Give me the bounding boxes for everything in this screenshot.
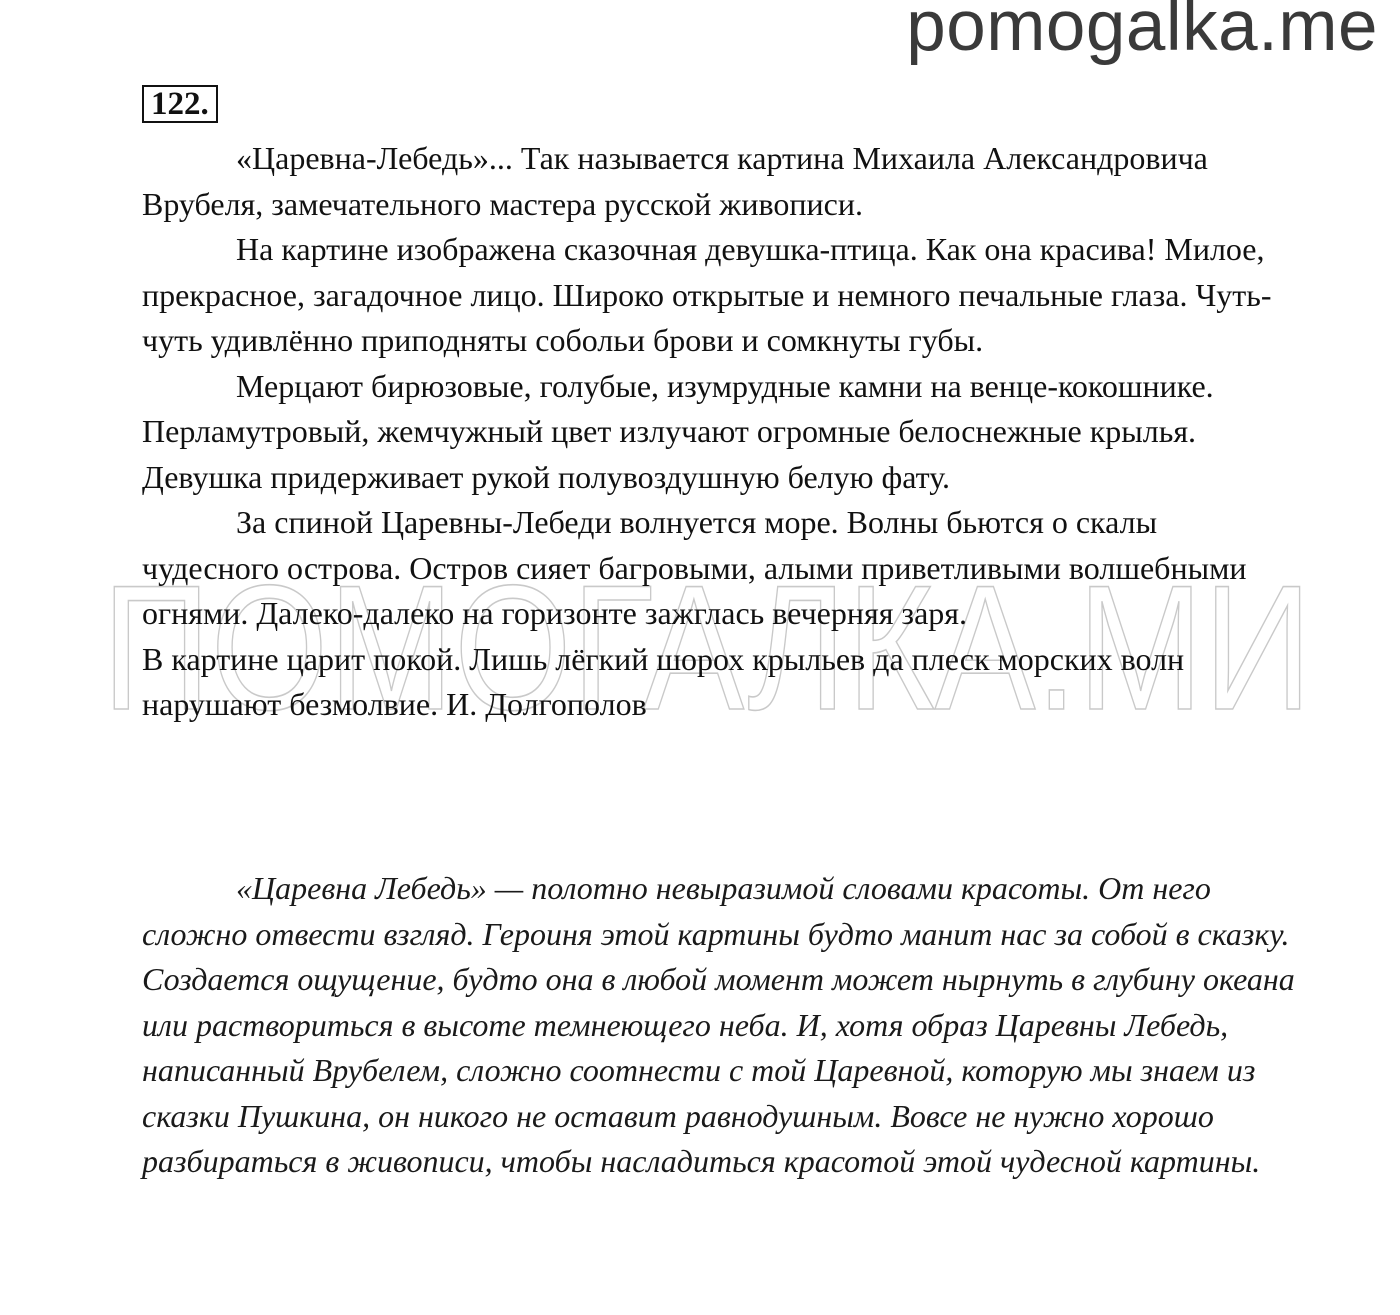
text-paragraph-5: В картине царит покой. Лишь лёгкий шорох крыльев да плеск морских волн нарушают безмолвие. И. Долгополов xyxy=(142,640,1185,722)
text-paragraph-1: «Царевна-Лебедь»... Так называется картина Михаила Александровича Врубеля, замечательного мастера русской живописи. xyxy=(142,140,1208,222)
text-paragraph-3: Мерцают бирюзовые, голубые, изумрудные камни на венце-кокошнике. Перламутровый, жемчужный цвет излучают огромные белоснежные крылья. Девушка придерживает рукой полувоздушную белую фату. xyxy=(142,367,1214,495)
text-paragraph-4: За спиной Царевны-Лебеди волнуется море. Волны бьются о скалы чудесного острова. Остров сияет багровыми, алыми приветливыми волшебными огнями. Далеко-далеко на горизонте зажглась вечерняя заря. xyxy=(142,504,1247,631)
answer-text xyxy=(142,866,1302,1185)
answer-paragraph: «Царевна Лебедь» — полотно невыразимой словами красоты. От него сложно отвести взгляд. Героиня этой картины будто манит нас за собой в сказку. Создается ощущение, будто она в любой момент может нырнуть в глубину океана или раствориться в высоте темнеющего неба. И, хотя образ Царевны Лебедь, написанный Врубелем, сложно соотнести с той Царевной, которую мы знаем из сказки Пушкина, он никого не оставит равнодушным. Вовсе не нужно хорошо разбираться в живописи, чтобы насладиться красотой этой чудесной картины. xyxy=(142,870,1295,1179)
text-paragraph-2: На картине изображена сказочная девушка-птица. Как она красива! Милое, прекрасное, загадочное лицо. Широко открытые и немного печальные глаза. Чуть-чуть удивлённо приподняты собольи брови и сомкнуты губы. xyxy=(142,231,1272,358)
task-number: 122. xyxy=(142,85,218,123)
site-logo: pomogalka.me xyxy=(906,0,1378,66)
exercise-text xyxy=(142,136,1302,728)
watermark-text: ПОМОГАЛКА.МИ xyxy=(102,563,1312,733)
